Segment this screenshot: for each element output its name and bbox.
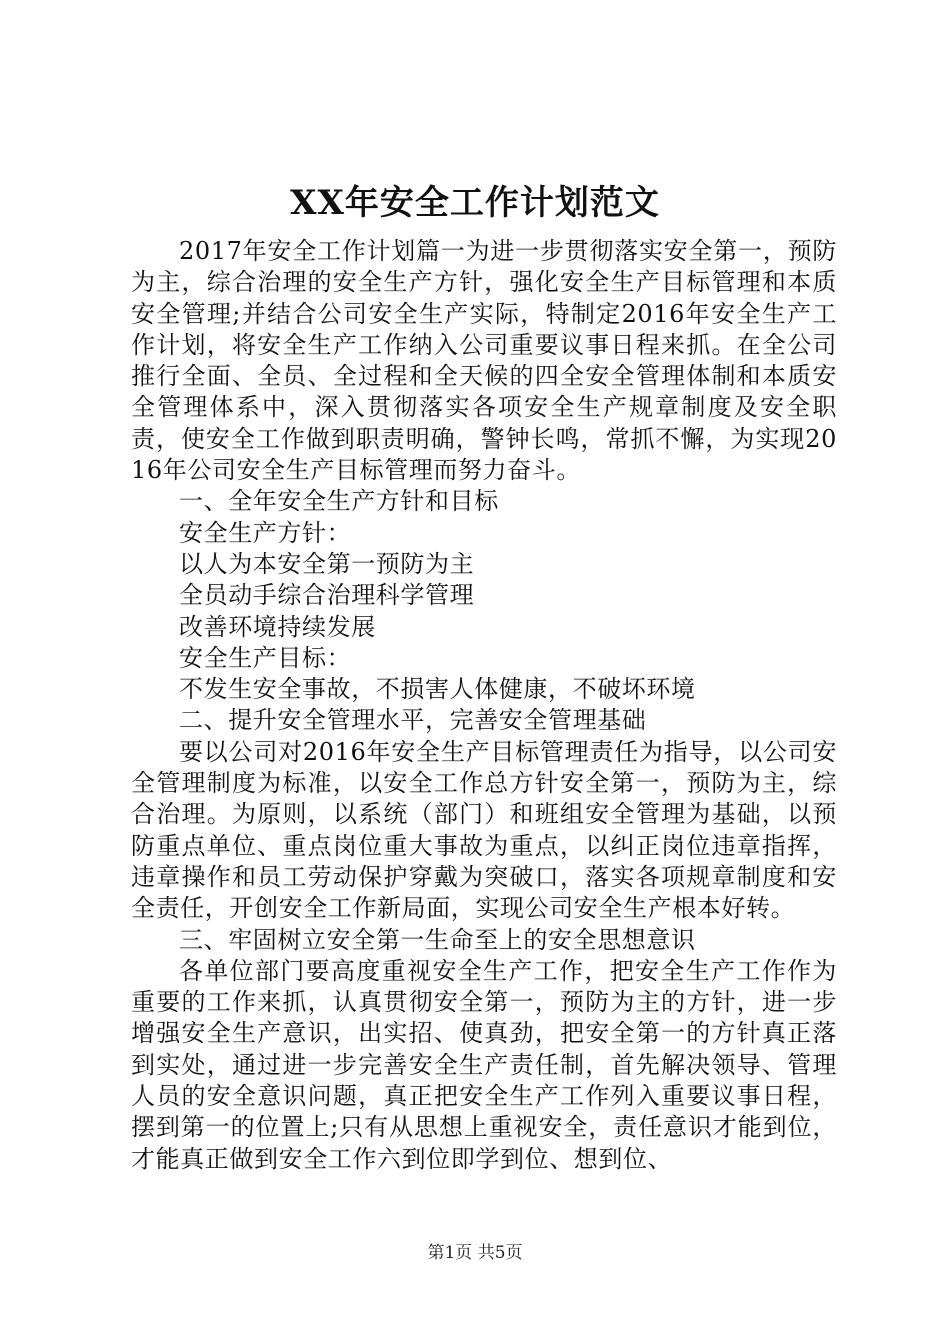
section-heading-1: 一、全年安全生产方针和目标 (179, 487, 499, 516)
policy-line-2: 全员动手综合治理科学管理 (179, 581, 475, 610)
section-heading-2: 二、提升安全管理水平，完善安全管理基础 (179, 706, 647, 735)
page-footer: 第1页 共5页 (427, 1243, 523, 1263)
paragraph-section-2: 要以公司对2016年安全生产目标管理责任为指导，以公司安全管理制度为标准，以安全工作总方针安全第一，预防为主，综合治理。为原则，以系统（部门）和班组安全管理为基础，以预防重点单位、重点岗位重大事故为重点，以纠正岗位违章指挥，违章操作和员工劳动保护穿戴为突破口，落实各项规章制度和安全责任，开创安全工作新局面，实现公司安全生产根本好转。 (131, 737, 837, 923)
policy-line-3: 改善环境持续发展 (179, 612, 376, 641)
section-heading-3: 三、牢固树立安全第一生命至上的安全思想意识 (179, 925, 696, 954)
paragraph-intro: 2017年安全工作计划篇一为进一步贯彻落实安全第一，预防为主，综合治理的安全生产方针，强化安全生产目标管理和本质安全管理;并结合公司安全生产实际，特制定2016年安全生产工作计划，将安全生产工作纳入公司重要议事日程来抓。在全公司推行全面、全员、全过程和全天候的四全安全管理体制和本质安全管理体系中，深入贯彻落实各项安全生产规章制度及安全职责，使安全工作做到职责明确，警钟长鸣，常抓不懈，为实现2016年公司安全生产目标管理而努力奋斗。 (131, 237, 837, 485)
document-body (131, 236, 837, 1175)
goal-line: 不发生安全事故，不损害人体健康，不破坏环境 (179, 675, 696, 704)
paragraph-section-3: 各单位部门要高度重视安全生产工作，把安全生产工作作为重要的工作来抓，认真贯彻安全第一，预防为主的方针，进一步增强安全生产意识，出实招、使真劲，把安全第一的方针真正落到实处，通过进一步完善安全生产责任制，首先解决领导、管理人员的安全意识问题，真正把安全生产工作列入重要议事日程，摆到第一的位置上;只有从思想上重视安全，责任意识才能到位，才能真正做到安全工作六到位即学到位、想到位、 (131, 956, 837, 1173)
document-title: XX年安全工作计划范文 (290, 183, 660, 223)
policy-line-1: 以人为本安全第一预防为主 (179, 549, 475, 578)
goal-label: 安全生产目标： (179, 643, 352, 672)
policy-label: 安全生产方针： (179, 518, 352, 547)
